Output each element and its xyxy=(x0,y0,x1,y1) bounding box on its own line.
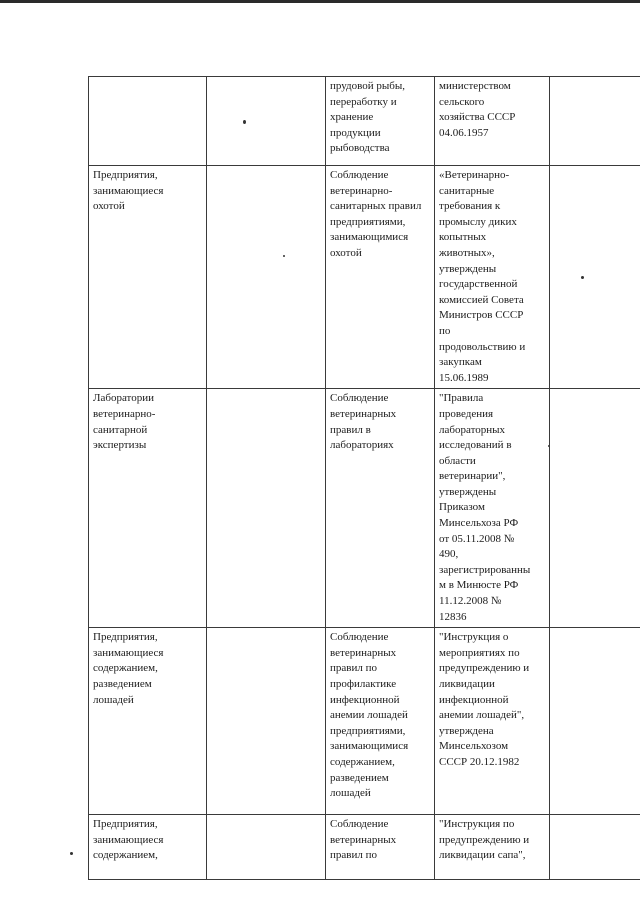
note-cell xyxy=(550,77,640,166)
subject-cell: Соблюдение ветеринарных правил по профилактике инфекционной анемии лошадей предприятиями, занимающимися содержанием, разведением лошадей xyxy=(326,628,435,815)
subject-cell: Соблюдение ветеринарных правил по xyxy=(326,815,435,880)
subject-cell: прудовой рыбы, переработку и хранение продукции рыбоводства xyxy=(326,77,435,166)
scan-speck xyxy=(70,852,73,855)
object-cell xyxy=(89,77,207,166)
object-cell: Предприятия, занимающиеся содержанием, xyxy=(89,815,207,880)
document-cell: "Правила проведения лабораторных исследований в области ветеринарии", утверждены Приказом Минсельхоза РФ от 05.11.2008 № 490, зарегистрированны м в Минюсте РФ 11.12.2008 № 12836 xyxy=(435,389,550,628)
table-row xyxy=(89,815,640,880)
scope-cell xyxy=(207,628,326,815)
table-row xyxy=(89,389,640,628)
scope-cell xyxy=(207,815,326,880)
table-row xyxy=(89,628,640,815)
object-cell: Лаборатории ветеринарно- санитарной экспертизы xyxy=(89,389,207,628)
document-cell: "Инструкция о мероприятиях по предупреждению и ликвидации инфекционной анемии лошадей", утверждена Минсельхозом СССР 20.12.1982 xyxy=(435,628,550,815)
scope-cell xyxy=(207,77,326,166)
document-cell: министерством сельского хозяйства СССР 04.06.1957 xyxy=(435,77,550,166)
table-row xyxy=(89,166,640,389)
note-cell xyxy=(550,628,640,815)
scan-top-border xyxy=(0,0,640,3)
subject-cell: Соблюдение ветеринарных правил в лабораториях xyxy=(326,389,435,628)
table-row xyxy=(89,77,640,166)
scope-cell xyxy=(207,166,326,389)
document-cell: «Ветеринарно- санитарные требования к промыслу диких копытных животных», утверждены государственной комиссией Совета Министров СССР по продовольствию и закупкам 15.06.1989 xyxy=(435,166,550,389)
document-cell: "Инструкция по предупреждению и ликвидации сапа", xyxy=(435,815,550,880)
object-cell: Предприятия, занимающиеся охотой xyxy=(89,166,207,389)
object-cell: Предприятия, занимающиеся содержанием, разведением лошадей xyxy=(89,628,207,815)
note-cell xyxy=(550,166,640,389)
note-cell xyxy=(550,815,640,880)
scope-cell xyxy=(207,389,326,628)
subject-cell: Соблюдение ветеринарно- санитарных правил предприятиями, занимающимися охотой xyxy=(326,166,435,389)
note-cell xyxy=(550,389,640,628)
regulation-table xyxy=(88,76,640,880)
